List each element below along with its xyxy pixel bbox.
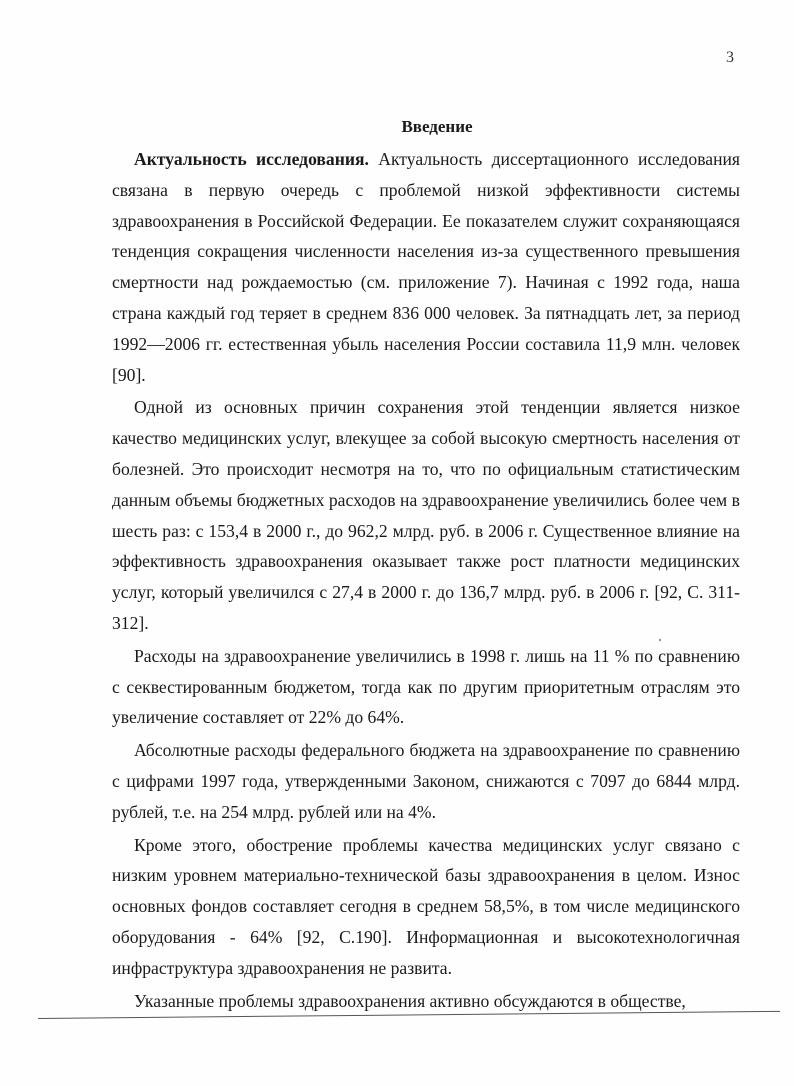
paragraph-relevance: [112, 144, 740, 390]
paragraph-text: Актуальность диссертационного исследования связана в первую очередь с проблемой низкой эффективности системы здравоохранения в Российской Федерации. Ее показателем служит сохраняющаяся тенденция сокращения численности населения из-за существенного превышения смертности над рождаемостью (см. приложение 7). Начиная с 1992 года, наша страна каждый год теряет в среднем 836 000 человек. За пятнадцать лет, за период 1992—2006 гг. естественная убыль населения России составила 11,9 млн. человек [90].: [112, 149, 741, 385]
page-number: 3: [726, 49, 734, 66]
paragraph-discussion: Указанные проблемы здравоохранения активно обсуждаются в обществе,: [134, 990, 686, 1011]
paragraph-expenses-1998: Расходы на здравоохранение увеличились в 1998 г. лишь на 11 % по сравнению с секвестированным бюджетом, тогда как по другим приоритетным отраслям это увеличение составляет от 22% до 64%.: [112, 645, 740, 728]
paragraph-federal-budget: Абсолютные расходы федерального бюджета на здравоохранение по сравнению с цифрами 1997 года, утвержденными Законом, снижаются с 7097 до 6844 млрд. рублей, т.е. на 254 млрд. рублей или на 4%.: [112, 740, 740, 822]
paragraph-lead: Актуальность исследования.: [134, 149, 369, 169]
section-title: Введение: [401, 117, 473, 136]
paragraph-causes: Одной из основных причин сохранения этой тенденции является низкое качество медицинских услуг, влекущее за собой высокую смертность населения от болезней. Это происходит несмотря на то, что по официальным статистическим данным объемы бюджетных расходов на здравоохранение увеличились более чем в шесть раз: с 153,4 в 2000 г., до 962,2 млрд. руб. в 2006 г. Существенное влияние на эффективность здравоохранения оказывает также рост платности медицинских услуг, который увеличился с 27,4 в 2000 г. до 136,7 млрд. руб. в 2006 г. [92, С. 311-312].: [112, 397, 740, 633]
body-text: [112, 144, 740, 1016]
scan-speck: [659, 639, 661, 641]
paragraph-material-base: Кроме этого, обострение проблемы качества медицинских услуг связано с низким уровнем материально-технической базы здравоохранения в целом. Износ основных фондов составляет сегодня в среднем 58,5%, в том числе медицинского оборудования - 64% [92, С.190]. Информационная и высокотехнологичная инфраструктура здравоохранения не развита.: [112, 834, 740, 978]
